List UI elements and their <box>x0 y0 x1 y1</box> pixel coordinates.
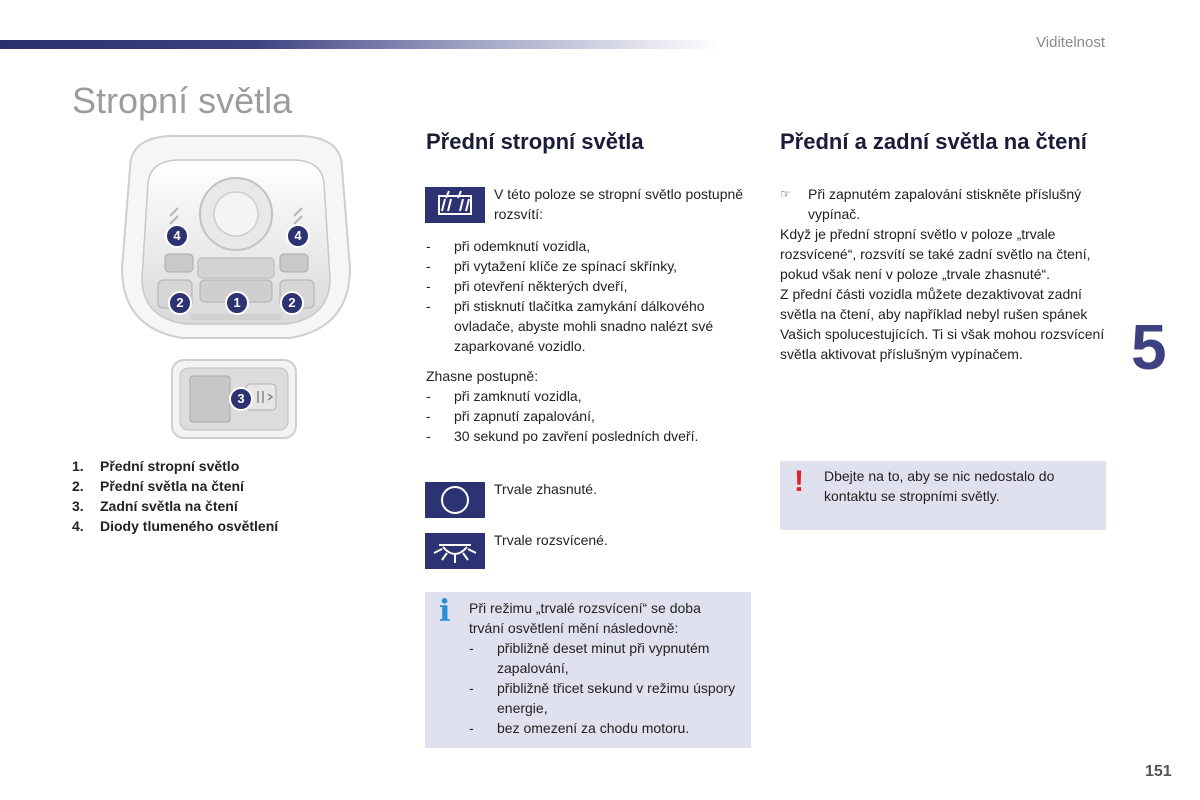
legend-item: 2. Přední světla na čtení <box>72 478 244 494</box>
door-mode-list <box>426 236 756 356</box>
paragraph: Z přední části vozidla můžete dezaktivovat zadní světla na čtení, aby například nebyl rušen spánek Vašich spolucestujících. Ti si však mohou rozsvícení světla aktivovat příslušným vypínačem. <box>780 286 1105 362</box>
legend-item: 3. Zadní světla na čtení <box>72 498 238 514</box>
light-on-icon <box>425 533 485 569</box>
list-item: - při otevření některých dveří, <box>426 276 756 296</box>
list-item: - při stisknutí tlačítka zamykání dálkového ovladače, abyste mohli snadno nalézt své zaparkované vozidlo. <box>426 296 756 356</box>
list-item: - 30 sekund po zavření posledních dveří. <box>426 426 756 446</box>
door-mode-text: V této poloze se stropní světlo postupně rozsvítí: <box>494 186 744 222</box>
chapter-number: 5 <box>1131 311 1167 383</box>
callout-3: 3 <box>229 387 253 411</box>
illustration-legend <box>72 456 278 536</box>
reading-lights-heading: Přední a zadní světla na čtení <box>780 129 1087 154</box>
overhead-console-illustration <box>110 128 362 346</box>
front-ceiling-lights-heading: Přední stropní světla <box>426 129 644 154</box>
list-item: - bez omezení za chodu motoru. <box>469 718 739 738</box>
section-name: Viditelnost <box>1036 34 1105 51</box>
info-box <box>425 592 751 748</box>
pointer-icon: ☞ <box>780 187 791 201</box>
instruction-item: ☞ Při zapnutém zapalování stiskněte příslušný vypínač. <box>780 186 1082 222</box>
list-item: - přibližně třicet sekund v režimu úspory energie, <box>469 678 739 718</box>
info-text <box>469 598 739 738</box>
door-mode-icon <box>425 187 485 223</box>
fade-intro: Zhasne postupně: <box>426 368 539 384</box>
info-intro: Při režimu „trvalé rozsvícení“ se doba trvání osvětlení mění následovně: <box>469 600 701 636</box>
page-title: Stropní světla <box>72 80 293 121</box>
callout-1: 1 <box>225 291 249 315</box>
list-item: - při vytažení klíče ze spínací skřínky, <box>426 256 756 276</box>
light-off-text: Trvale zhasnuté. <box>494 481 597 497</box>
light-on-text: Trvale rozsvícené. <box>494 532 608 548</box>
warning-icon: ! <box>794 465 804 498</box>
legend-item: 1. Přední stropní světlo <box>72 458 240 474</box>
fade-out-section <box>426 366 756 446</box>
page-number: 151 <box>1145 763 1172 780</box>
list-item: - při zapnutí zapalování, <box>426 406 756 426</box>
warning-box <box>780 461 1106 530</box>
callout-2-left: 2 <box>168 291 192 315</box>
paragraph: Když je přední stropní světlo v poloze „trvale rozsvícené“, rozsvítí se také zadní světlo na čtení, pokud však není v poloze „trvale zhasnuté“. <box>780 226 1091 282</box>
reading-lights-text <box>780 184 1105 364</box>
header-bar <box>0 40 720 49</box>
callout-4-left: 4 <box>165 224 189 248</box>
light-off-icon <box>425 482 485 518</box>
info-icon: i <box>439 594 451 629</box>
callout-2-right: 2 <box>280 291 304 315</box>
rear-light-illustration <box>170 358 298 440</box>
warning-text: Dbejte na to, aby se nic nedostalo do kontaktu se stropními světly. <box>824 468 1055 504</box>
list-item: - při odemknutí vozidla, <box>426 236 756 256</box>
list-item: - při zamknutí vozidla, <box>426 386 756 406</box>
list-item: - přibližně deset minut při vypnutém zapalování, <box>469 638 739 678</box>
callout-4-right: 4 <box>286 224 310 248</box>
legend-item: 4. Diody tlumeného osvětlení <box>72 518 279 534</box>
